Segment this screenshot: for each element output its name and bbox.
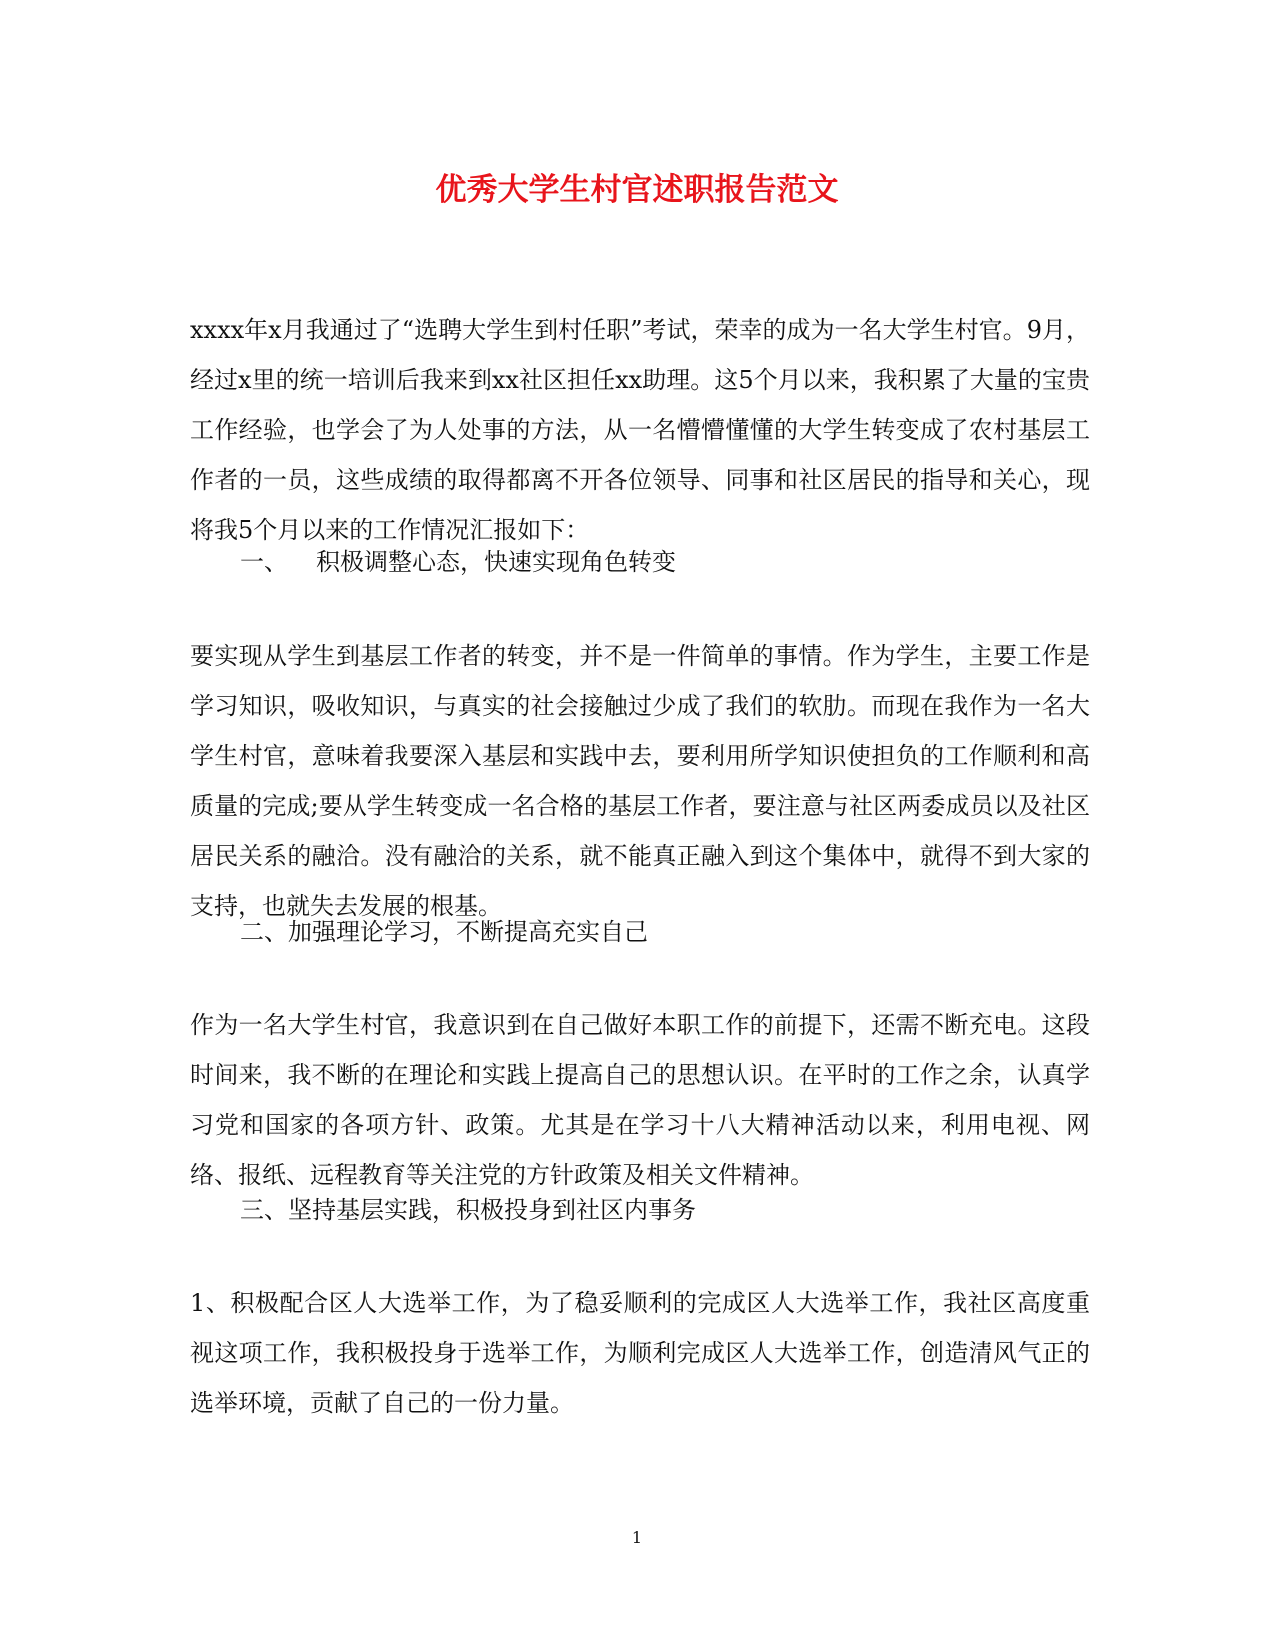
section-heading-1-number: 一、	[240, 548, 288, 576]
page-title: 优秀大学生村官述职报告范文	[435, 172, 839, 208]
section-1-paragraph: 要实现从学生到基层工作者的转变，并不是一件简单的事情。作为学生，主要工作是学习知识，吸收知识，与真实的社会接触过少成了我们的软肋。而现在我作为一名大学生村官，意味着我要深入基层和实践中去，要利用所学知识使担负的工作顺利和高质量的完成;要从学生转变成一名合格的基层工作者，要注意与社区两委成员以及社区居民关系的融洽。没有融洽的关系，就不能真正融入到这个集体中，就得不到大家的支持，也就失去发展的根基。	[190, 642, 1090, 920]
section-heading-2: 二、加强理论学习，不断提高充实自己	[240, 918, 648, 946]
intro-paragraph: xxxx年x月我通过了“选聘大学生到村任职”考试，荣幸的成为一名大学生村官。9月，经过x里的统一培训后我来到xx社区担任xx助理。这5个月以来，我积累了大量的宝贵工作经验，也学会了为人处事的方法，从一名懵懵懂懂的大学生转变成了农村基层工作者的一员，这些成绩的取得都离不开各位领导、同事和社区居民的指导和关心，现将我5个月以来的工作情况汇报如下：	[190, 316, 1090, 544]
section-2-paragraph: 作为一名大学生村官，我意识到在自己做好本职工作的前提下，还需不断充电。这段时间来，我不断的在理论和实践上提高自己的思想认识。在平时的工作之余，认真学习党和国家的各项方针、政策。尤其是在学习十八大精神活动以来，利用电视、网络、报纸、远程教育等关注党的方针政策及相关文件精神。	[190, 1011, 1090, 1189]
section-3-paragraph: 1、积极配合区人大选举工作，为了稳妥顺利的完成区人大选举工作，我社区高度重视这项工作，我积极投身于选举工作，为顺利完成区人大选举工作，创造清风气正的选举环境，贡献了自己的一份力量。	[190, 1289, 1090, 1417]
section-heading-1-text: 积极调整心态，快速实现角色转变	[316, 548, 676, 576]
section-heading-3: 三、坚持基层实践，积极投身到社区内事务	[240, 1196, 696, 1224]
page-number: 1	[631, 1528, 643, 1547]
section-heading-1	[240, 537, 1090, 587]
